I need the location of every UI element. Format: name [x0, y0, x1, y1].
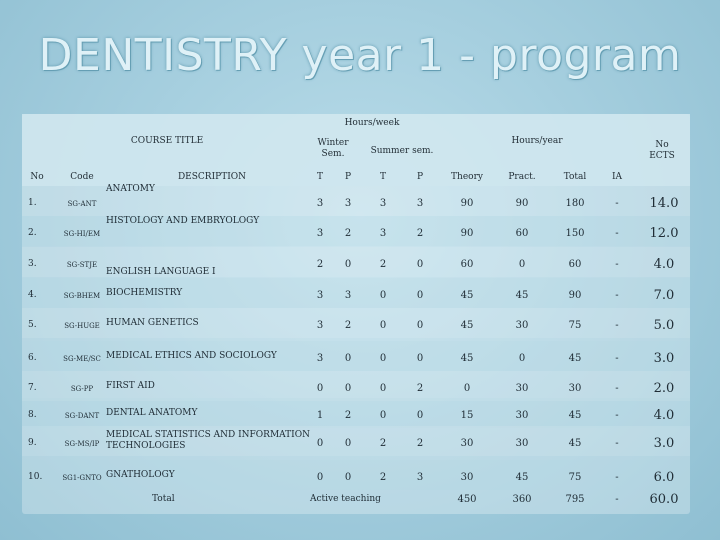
- summer-practice-hours: 3: [416, 198, 424, 209]
- total-hours-year: 45: [568, 438, 582, 449]
- summer-practice-hours: 3: [416, 472, 424, 483]
- course-code: SG-ANT: [67, 200, 97, 208]
- winter-theory-hours: 2: [316, 259, 324, 270]
- ia-value: -: [615, 438, 619, 449]
- winter-sem-header: Winter Sem.: [317, 138, 349, 159]
- winter-theory-hours: 0: [316, 438, 324, 449]
- course-title-header: COURSE TITLE: [130, 136, 204, 146]
- hours-year-header: Hours/year: [511, 136, 563, 146]
- winter-theory-hours: 0: [316, 383, 324, 394]
- row-number: 9.: [28, 438, 37, 448]
- practice-hours-year: 90: [515, 198, 529, 209]
- summer-t-header: T: [379, 172, 386, 182]
- footer-grand-total: 795: [565, 494, 585, 505]
- course-code: SG-BHEM: [63, 292, 101, 300]
- theory-hours-year: 45: [460, 290, 474, 301]
- winter-practice-hours: 0: [344, 383, 352, 394]
- summer-theory-hours: 2: [379, 438, 387, 449]
- course-code: SG-HI/EM: [63, 230, 101, 238]
- code-column-header: Code: [70, 172, 94, 182]
- theory-hours-year: 90: [460, 228, 474, 239]
- course-code: SG-DANT: [64, 412, 100, 420]
- summer-theory-hours: 3: [379, 198, 387, 209]
- total-header: Total: [563, 172, 587, 182]
- winter-practice-hours: 0: [344, 353, 352, 364]
- total-hours-year: 60: [568, 259, 582, 270]
- ects-value: 3.0: [653, 436, 675, 451]
- ia-value: -: [615, 198, 619, 209]
- summer-theory-hours: 0: [379, 410, 387, 421]
- theory-hours-year: 0: [463, 383, 471, 394]
- footer-pract-total: 360: [512, 494, 532, 505]
- practice-hours-year: 45: [515, 472, 529, 483]
- course-code: SG-HUGE: [64, 322, 100, 330]
- summer-p-header: P: [416, 172, 424, 182]
- no-ects-header: No ECTS: [649, 140, 675, 161]
- theory-hours-year: 30: [460, 472, 474, 483]
- summer-practice-hours: 0: [416, 353, 424, 364]
- ia-value: -: [615, 383, 619, 394]
- course-code: SG-MS/IP: [64, 440, 100, 448]
- practice-hours-year: 0: [518, 259, 526, 270]
- theory-hours-year: 30: [460, 438, 474, 449]
- course-code: SG-PP: [70, 385, 94, 393]
- course-description: DENTAL ANATOMY: [106, 408, 198, 418]
- winter-practice-hours: 2: [344, 228, 352, 239]
- ects-value: 6.0: [653, 470, 675, 485]
- row-number: 10.: [28, 472, 43, 482]
- course-code: SG1-GNTO: [62, 474, 102, 482]
- winter-p-header: P: [344, 172, 352, 182]
- ia-value: -: [615, 410, 619, 421]
- winter-theory-hours: 3: [316, 228, 324, 239]
- course-description: HISTOLOGY AND EMBRYOLOGY: [106, 216, 260, 226]
- course-description: HUMAN GENETICS: [106, 318, 199, 328]
- practice-hours-year: 60: [515, 228, 529, 239]
- ects-value: 12.0: [649, 226, 679, 241]
- row-number: 6.: [28, 353, 37, 363]
- winter-theory-hours: 1: [316, 410, 324, 421]
- row-number: 7.: [28, 383, 37, 393]
- description-column-header: DESCRIPTION: [177, 172, 247, 182]
- row-number: 2.: [28, 228, 37, 238]
- summer-theory-hours: 2: [379, 472, 387, 483]
- summer-practice-hours: 0: [416, 259, 424, 270]
- summer-theory-hours: 3: [379, 228, 387, 239]
- summer-theory-hours: 0: [379, 353, 387, 364]
- course-description: FIRST AID: [106, 381, 155, 391]
- total-hours-year: 90: [568, 290, 582, 301]
- total-hours-year: 180: [565, 198, 585, 209]
- theory-hours-year: 90: [460, 198, 474, 209]
- summer-sem-header: Summer sem.: [370, 146, 434, 156]
- ia-value: -: [615, 228, 619, 239]
- hours-week-header: Hours/week: [344, 118, 400, 128]
- summer-theory-hours: 0: [379, 290, 387, 301]
- theory-hours-year: 60: [460, 259, 474, 270]
- ia-value: -: [615, 320, 619, 331]
- summer-practice-hours: 0: [416, 320, 424, 331]
- total-hours-year: 30: [568, 383, 582, 394]
- summer-theory-hours: 0: [379, 320, 387, 331]
- winter-practice-hours: 2: [344, 410, 352, 421]
- slide-title: DENTISTRY year 1 - program: [38, 30, 682, 81]
- course-description: BIOCHEMISTRY: [106, 288, 183, 298]
- summer-theory-hours: 0: [379, 383, 387, 394]
- row-number: 1.: [28, 198, 37, 208]
- summer-theory-hours: 2: [379, 259, 387, 270]
- course-code: SG-STJE: [66, 261, 98, 269]
- summer-practice-hours: 2: [416, 228, 424, 239]
- total-hours-year: 45: [568, 353, 582, 364]
- practice-hours-year: 30: [515, 438, 529, 449]
- ects-value: 5.0: [653, 318, 675, 333]
- course-code: SG-ME/SC: [63, 355, 101, 363]
- theory-hours-year: 45: [460, 320, 474, 331]
- winter-t-header: T: [316, 172, 323, 182]
- ia-header: IA: [611, 172, 623, 182]
- row-number: 5.: [28, 320, 37, 330]
- course-description: ENGLISH LANGUAGE I: [106, 267, 216, 277]
- ects-value: 2.0: [653, 381, 675, 396]
- no-column-header: No: [30, 172, 44, 182]
- active-teaching-label: Active teaching: [310, 494, 381, 504]
- theory-header: Theory: [451, 172, 483, 182]
- ia-value: -: [615, 290, 619, 301]
- course-description: MEDICAL STATISTICS AND INFORMATION TECHNOLOGIES: [106, 430, 310, 451]
- ects-value: 4.0: [653, 408, 675, 423]
- ia-value: -: [615, 472, 619, 483]
- footer-ects-total: 60.0: [649, 492, 679, 507]
- winter-practice-hours: 0: [344, 472, 352, 483]
- ects-value: 4.0: [653, 257, 675, 272]
- theory-hours-year: 45: [460, 353, 474, 364]
- winter-theory-hours: 0: [316, 472, 324, 483]
- winter-practice-hours: 3: [344, 198, 352, 209]
- course-description: MEDICAL ETHICS AND SOCIOLOGY: [106, 351, 277, 361]
- ects-value: 3.0: [653, 351, 675, 366]
- winter-practice-hours: 2: [344, 320, 352, 331]
- summer-practice-hours: 0: [416, 410, 424, 421]
- ects-value: 7.0: [653, 288, 675, 303]
- winter-theory-hours: 3: [316, 290, 324, 301]
- pract-header: Pract.: [508, 172, 536, 182]
- course-description: GNATHOLOGY: [106, 470, 175, 480]
- row-number: 8.: [28, 410, 37, 420]
- winter-theory-hours: 3: [316, 353, 324, 364]
- ects-value: 14.0: [649, 196, 679, 211]
- total-hours-year: 45: [568, 410, 582, 421]
- summer-practice-hours: 2: [416, 383, 424, 394]
- curriculum-table: [22, 114, 690, 514]
- practice-hours-year: 0: [518, 353, 526, 364]
- total-hours-year: 150: [565, 228, 585, 239]
- footer-ia: -: [615, 494, 619, 505]
- ia-value: -: [615, 259, 619, 270]
- total-hours-year: 75: [568, 320, 582, 331]
- practice-hours-year: 30: [515, 383, 529, 394]
- summer-practice-hours: 2: [416, 438, 424, 449]
- winter-practice-hours: 0: [344, 259, 352, 270]
- row-number: 3.: [28, 259, 37, 269]
- ia-value: -: [615, 353, 619, 364]
- practice-hours-year: 30: [515, 320, 529, 331]
- winter-theory-hours: 3: [316, 320, 324, 331]
- winter-theory-hours: 3: [316, 198, 324, 209]
- row-number: 4.: [28, 290, 37, 300]
- practice-hours-year: 45: [515, 290, 529, 301]
- winter-practice-hours: 0: [344, 438, 352, 449]
- total-label: Total: [152, 494, 175, 504]
- summer-practice-hours: 0: [416, 290, 424, 301]
- practice-hours-year: 30: [515, 410, 529, 421]
- theory-hours-year: 15: [460, 410, 474, 421]
- winter-practice-hours: 3: [344, 290, 352, 301]
- course-description: ANATOMY: [106, 184, 155, 194]
- total-hours-year: 75: [568, 472, 582, 483]
- footer-theory-total: 450: [457, 494, 477, 505]
